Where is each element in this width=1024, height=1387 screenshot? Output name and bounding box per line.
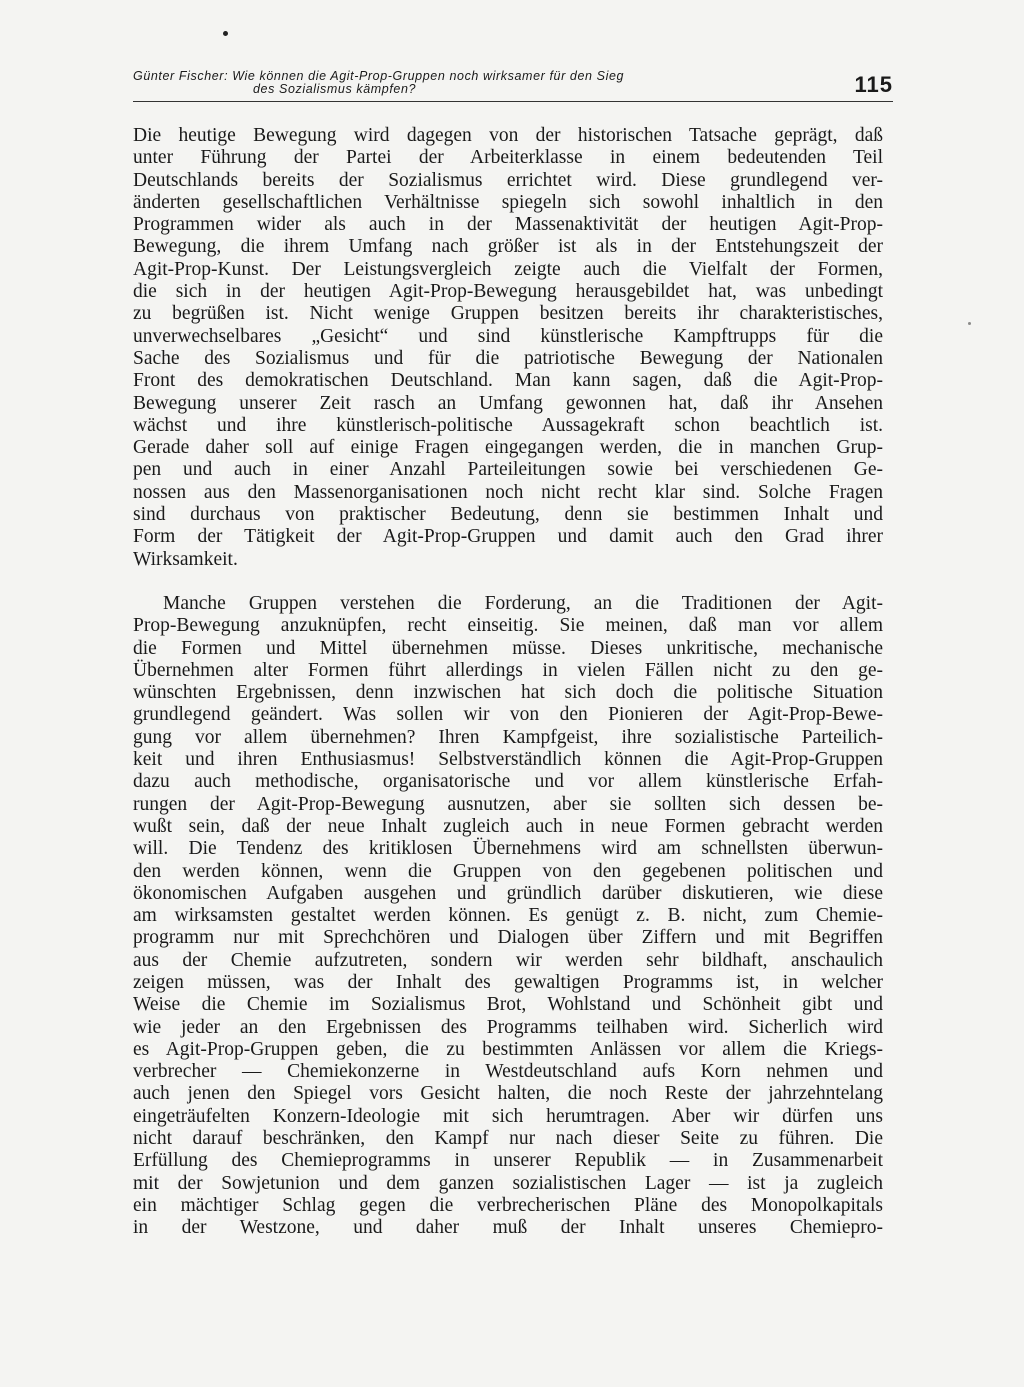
text-line: Prop-Bewegung anzuknüpfen, recht einseitig. Sie meinen, daß man vor allem (133, 615, 883, 637)
text-line: sind durchaus von praktischer Bedeutung, denn sie bestimmen Inhalt und (133, 504, 883, 526)
text-line: Form der Tätigkeit der Agit-Prop-Gruppen und damit auch den Grad ihrer (133, 526, 883, 548)
ink-speck (223, 31, 228, 36)
text-line: rungen der Agit-Prop-Bewegung ausnutzen, aber sie sollten sich dessen be- (133, 793, 883, 815)
text-line: Sache des Sozialismus und für die patriotische Bewegung der Nationalen (133, 347, 883, 369)
text-line: in der Westzone, und daher muß der Inhalt unseres Chemiepro- (133, 1217, 883, 1239)
text-line: die sich in der heutigen Agit-Prop-Bewegung herausgebildet hat, was unbedingt (133, 281, 883, 303)
text-line: ein mächtiger Schlag gegen die verbrecherischen Pläne des Monopolkapitals (133, 1194, 883, 1216)
text-line: Front des demokratischen Deutschland. Man kann sagen, daß die Agit-Prop- (133, 370, 883, 392)
text-line: unter Führung der Partei der Arbeiterklasse in einem bedeutenden Teil (133, 147, 883, 169)
running-title-line-2: des Sozialismus kämpfen? (253, 82, 417, 96)
running-title (133, 70, 803, 96)
header-rule (133, 101, 893, 102)
text-line: zeigen müssen, was der Inhalt des gewaltigen Programms ist, in welcher (133, 971, 883, 993)
text-line: gung vor allem übernehmen? Ihren Kampfgeist, ihre sozialistische Parteilich- (133, 726, 883, 748)
text-line: änderten gesellschaftlichen Verhältnisse spiegeln sich sowohl inhaltlich in den (133, 191, 883, 213)
text-line: zu begrüßen ist. Nicht wenige Gruppen besitzen bereits ihr charakteristisches, (133, 303, 883, 325)
text-line: es Agit-Prop-Gruppen geben, die zu bestimmten Anlässen vor allem die Kriegs- (133, 1038, 883, 1060)
text-line: will. Die Tendenz des kritiklosen Übernehmens wird am schnellsten überwun- (133, 838, 883, 860)
text-line: eingeträufelten Konzern-Ideologie mit sich herumtragen. Aber wir dürfen uns (133, 1105, 883, 1127)
text-line: Weise die Chemie im Sozialismus Brot, Wohlstand und Schönheit gibt und (133, 994, 883, 1016)
page-number: 115 (854, 72, 893, 97)
text-line: aus der Chemie aufzutreten, sondern wir werden sehr bildhaft, anschaulich (133, 949, 883, 971)
text-line: wächst und ihre künstlerisch-politische Aussagekraft schon beachtlich ist. (133, 414, 883, 436)
paragraph (133, 593, 883, 1240)
text-line: verbrecher — Chemiekonzerne in Westdeutschland aufs Korn nehmen und (133, 1061, 883, 1083)
text-line: mit der Sowjetunion und dem ganzen sozialistischen Lager — ist ja zugleich (133, 1172, 883, 1194)
text-line: Bewegung, die ihrem Umfang nach größer ist als in der Entstehungszeit der (133, 236, 883, 258)
text-line: den werden können, wenn die Gruppen von den gegebenen politischen und (133, 860, 883, 882)
text-line: dazu auch methodische, organisatorische und vor allem künstlerische Erfah- (133, 771, 883, 793)
text-line: grundlegend geändert. Was sollen wir von den Pionieren der Agit-Prop-Bewe- (133, 704, 883, 726)
text-line: wußt sein, daß der neue Inhalt zugleich auch in neue Formen gebracht werden (133, 815, 883, 837)
ink-speck (968, 322, 971, 325)
text-line: die Formen und Mittel übernehmen müsse. Dieses unkritische, mechanische (133, 637, 883, 659)
text-line: Agit-Prop-Kunst. Der Leistungsvergleich zeigte auch die Vielfalt der Formen, (133, 258, 883, 280)
text-line: keit und ihren Enthusiasmus! Selbstverständlich können die Agit-Prop-Gruppen (133, 749, 883, 771)
text-line: nicht darauf beschränken, den Kampf nur nach dieser Seite zu führen. Die (133, 1128, 883, 1150)
article-body (133, 125, 883, 1240)
text-line: Programmen wider als auch in der Massenaktivität der heutigen Agit-Prop- (133, 214, 883, 236)
text-line: Bewegung unserer Zeit rasch an Umfang gewonnen hat, daß ihr Ansehen (133, 392, 883, 414)
text-line: pen und auch in einer Anzahl Parteileitungen sowie bei verschiedenen Ge- (133, 459, 883, 481)
text-line: Deutschlands bereits der Sozialismus errichtet wird. Diese grundlegend ver- (133, 169, 883, 191)
paragraph (133, 125, 883, 571)
text-line: programm nur mit Sprechchören und Dialogen über Ziffern und mit Begriffen (133, 927, 883, 949)
text-line: Manche Gruppen verstehen die Forderung, an die Traditionen der Agit- (163, 592, 883, 614)
text-line: ökonomischen Aufgaben ausgehen und gründlich darüber diskutieren, wie diese (133, 882, 883, 904)
text-line: nossen aus den Massenorganisationen noch nicht recht klar sind. Solche Fragen (133, 481, 883, 503)
text-line: Gerade daher soll auf einige Fragen eingegangen werden, die in manchen Grup- (133, 437, 883, 459)
text-line: wünschten Ergebnissen, denn inzwischen hat sich doch die politische Situation (133, 682, 883, 704)
text-line: Erfüllung des Chemieprogramms in unserer Republik — in Zusammenarbeit (133, 1150, 883, 1172)
text-line: wie jeder an den Ergebnissen des Programms teilhaben wird. Sicherlich wird (133, 1016, 883, 1038)
text-line: unverwechselbares „Gesicht“ und sind künstlerische Kampftrupps für die (133, 325, 883, 347)
running-title-line-1: Günter Fischer: Wie können die Agit-Prop-Gruppen noch wirksamer für den Sieg (133, 69, 625, 83)
text-line: Übernehmen alter Formen führt allerdings in vielen Fällen nicht zu den ge- (133, 659, 883, 681)
text-line: am wirksamsten gestaltet werden können. Es genügt z. B. nicht, zum Chemie- (133, 905, 883, 927)
running-header (133, 70, 893, 102)
text-line: Wirksamkeit. (133, 548, 238, 570)
text-line: auch jenen den Spiegel vors Gesicht halten, die noch Reste der jahrzehntelang (133, 1083, 883, 1105)
text-line: Die heutige Bewegung wird dagegen von der historischen Tatsache geprägt, daß (133, 125, 883, 146)
